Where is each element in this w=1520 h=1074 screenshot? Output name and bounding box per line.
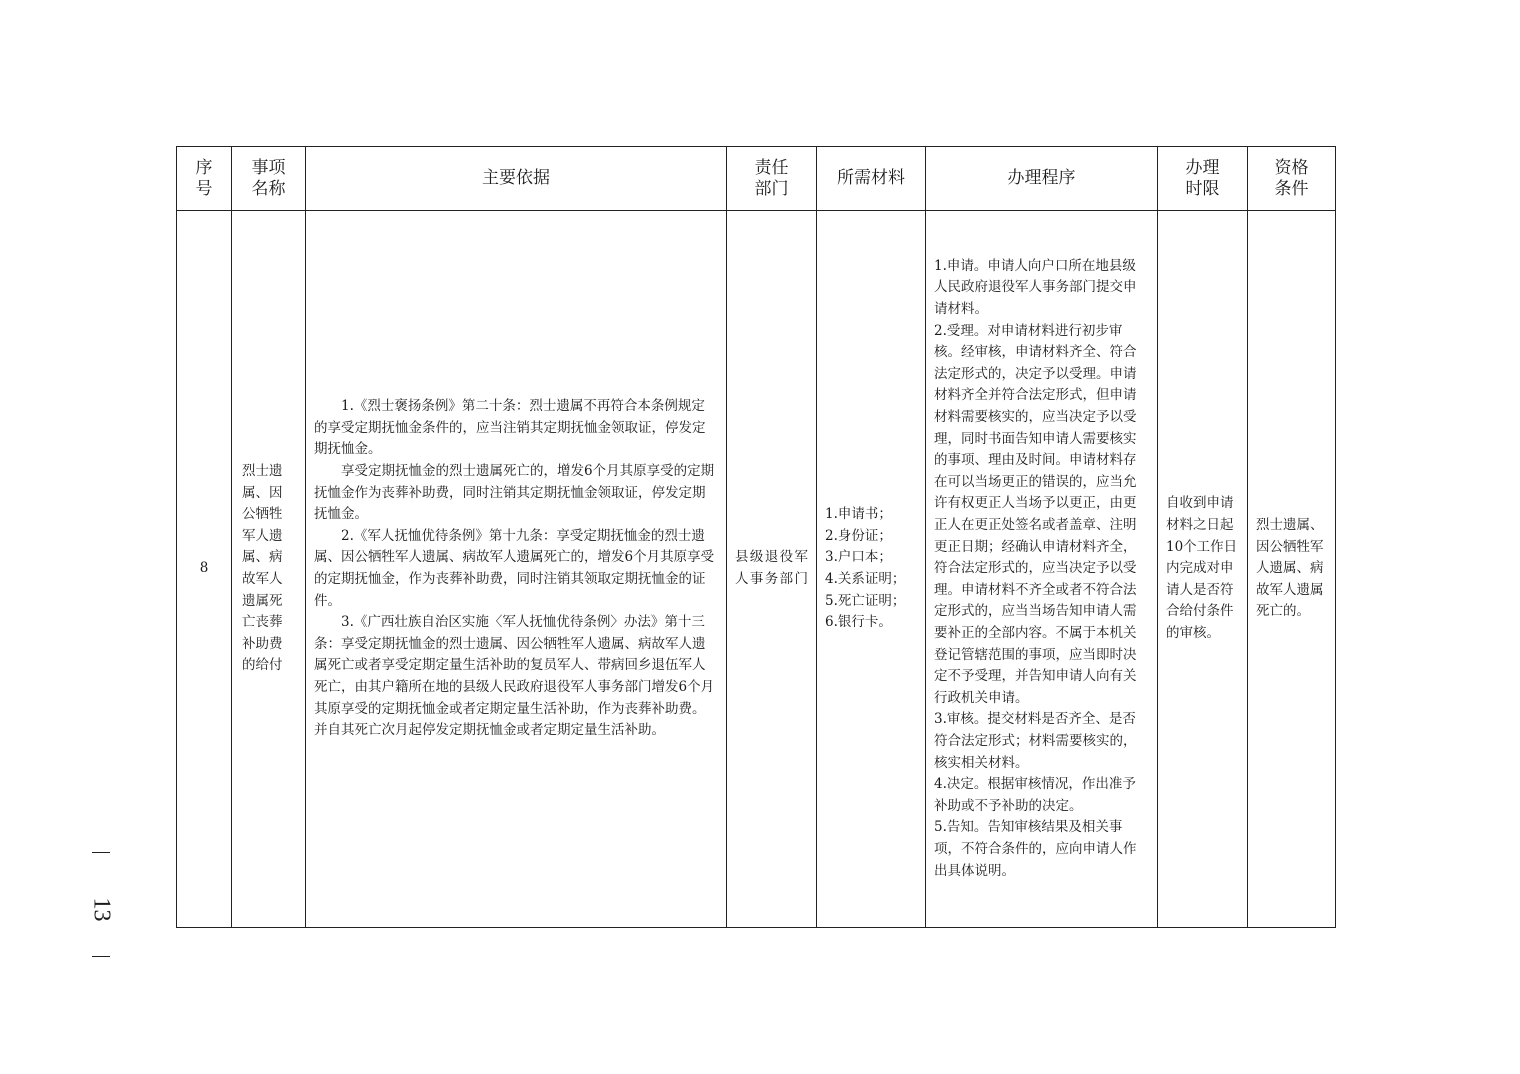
- basis-paragraph: 3.《广西壮族自治区实施〈军人抚恤优待条例〉办法》第十三条：享受定期抚恤金的烈士遗属、因公牺牲军人遗属、病故军人遗属死亡或者享受定期定量生活补助的复员军人、带病回乡退伍军人死亡，由其户籍所在地的县级人民政府退役军人事务部门增发6个月其原享受的定期抚恤金或者定期定量生活补助，作为丧葬补助费。并自其死亡次月起停发定期抚恤金或者定期定量生活补助。: [314, 614, 715, 739]
- page-number: [88, 852, 114, 962]
- header-procedure: 办理程序: [926, 147, 1158, 211]
- basis-paragraph: 享受定期抚恤金的烈士遗属死亡的，增发6个月其原享受的定期抚恤金作为丧葬补助费，同时注销其定期抚恤金领取证，停发定期抚恤金。: [314, 463, 715, 523]
- header-materials: 所需材料: [817, 147, 926, 211]
- table-row: [177, 211, 1336, 928]
- material-item: 4.关系证明；: [825, 571, 906, 587]
- basis-paragraph: 1.《烈士褒扬条例》第二十条：烈士遗属不再符合本条例规定的享受定期抚恤金条件的，应当注销其定期抚恤金领取证，停发定期抚恤金。: [314, 398, 706, 458]
- page-number-dash-bottom: [92, 956, 110, 957]
- page-number-dash-top: [92, 852, 110, 853]
- header-dept: 责任 部门: [727, 147, 817, 211]
- materials-cell: [817, 211, 926, 928]
- header-name: 事项 名称: [232, 147, 306, 211]
- procedure-cell: 1.申请。申请人向户口所在地县级人民政府退役军人事务部门提交申请材料。 2.受理。对申请材料进行初步审核。经审核，申请材料齐全、符合法定形式的，决定予以受理。申请材料齐全并符合法定形式，但申请材料需要核实的，应当决定予以受理，同时书面告知申请人需要核实的事项、理由及时间。申请材料存在可以当场更正的错误的，应当允许有权更正人当场予以更正，由更正人在更正处签名或者盖章、注明更正日期；经确认申请材料齐全，符合法定形式的，应当决定予以受理。申请材料不齐全或者不符合法定形式的，应当当场告知申请人需要补正的全部内容。不属于本机关登记管辖范围的事项，应当即时决定不予受理，并告知申请人向有关行政机关申请。 3.审核。提交材料是否齐全、是否符合法定形式；材料需要核实的，核实相关材料。 4.决定。根据审核情况，作出准予补助或不予补助的决定。 5.告知。告知审核结果及相关事项，不符合条件的，应向申请人作出具体说明。: [926, 211, 1158, 928]
- matters-table: [176, 146, 1336, 928]
- header-qualification: 资格 条件: [1248, 147, 1336, 211]
- material-item: 6.银行卡。: [825, 614, 892, 631]
- header-row: [177, 147, 1336, 211]
- time-limit-cell: 自收到申请材料之日起10个工作日内完成对申请人是否符合给付条件的审核。: [1158, 211, 1248, 928]
- material-item: 1.申请书；: [825, 506, 892, 523]
- header-time-limit: 办理 时限: [1158, 147, 1248, 211]
- material-item: 3.户口本；: [825, 549, 892, 566]
- item-name-cell: 烈士遗属、因公牺牲军人遗属、病故军人遗属死亡丧葬补助费的给付: [232, 211, 306, 928]
- header-seq: 序 号: [177, 147, 232, 211]
- basis-paragraph: 2.《军人抚恤优待条例》第十九条：享受定期抚恤金的烈士遗属、因公牺牲军人遗属、病故军人遗属死亡的，增发6个月其原享受的定期抚恤金，作为丧葬补助费，同时注销其领取定期抚恤金的证件。: [314, 527, 715, 609]
- qualification-cell: 烈士遗属、因公牺牲军人遗属、病故军人遗属死亡的。: [1248, 211, 1336, 928]
- dept-cell: 县级退役军人事务部门: [727, 211, 817, 928]
- header-basis: 主要依据: [306, 147, 727, 211]
- material-item: 5.死亡证明；: [825, 592, 906, 609]
- material-item: 2.身份证；: [825, 527, 892, 544]
- basis-cell: [306, 211, 727, 928]
- page-number-text: 13: [88, 897, 115, 922]
- seq-cell: 8: [177, 211, 232, 928]
